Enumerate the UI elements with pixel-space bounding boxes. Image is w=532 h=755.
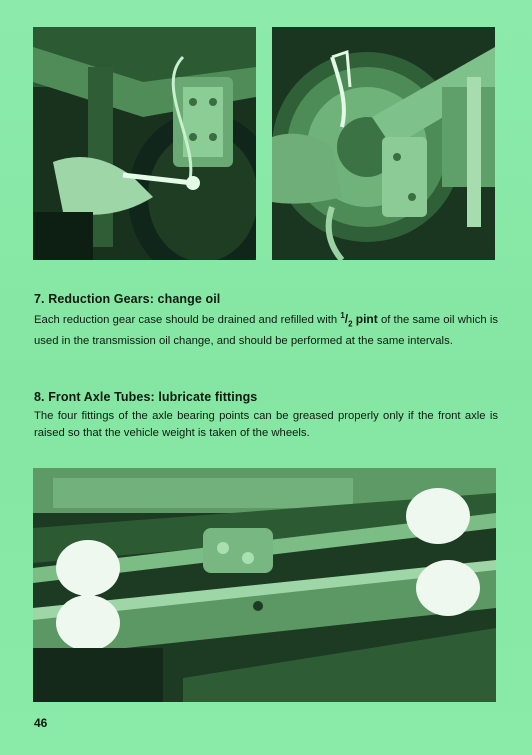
fraction-numerator: 1 [340, 311, 345, 320]
reduction-gear-case-photo [33, 27, 256, 260]
page-number: 46 [34, 716, 48, 730]
half-fraction: $^1/_2$ [340, 311, 353, 329]
section-7-text-after: of the same oil which is used in the transmission oil change, and should be performed at the same intervals. [34, 314, 498, 347]
section-8-text: The four fittings of the axle bearing points can be greased properly only if the front axle is raised so that the vehicle weight is taken of the wheels. [34, 410, 498, 439]
reduction-gear-case-image [33, 27, 256, 260]
section-7-text [34, 308, 498, 349]
brake-drum-photo [272, 27, 495, 260]
fraction-denominator: 2 [348, 319, 353, 329]
front-axle-tubes-image [33, 468, 496, 702]
brake-drum-image [272, 27, 495, 260]
front-axle-tubes-photo [33, 468, 496, 702]
section-7-text-before: Each reduction gear case should be drained and refilled with [34, 314, 338, 326]
section-7-heading: 7. Reduction Gears: change oil [34, 292, 221, 306]
unit-pint: pint [355, 312, 378, 326]
section-8-heading: 8. Front Axle Tubes: lubricate fittings [34, 390, 258, 404]
